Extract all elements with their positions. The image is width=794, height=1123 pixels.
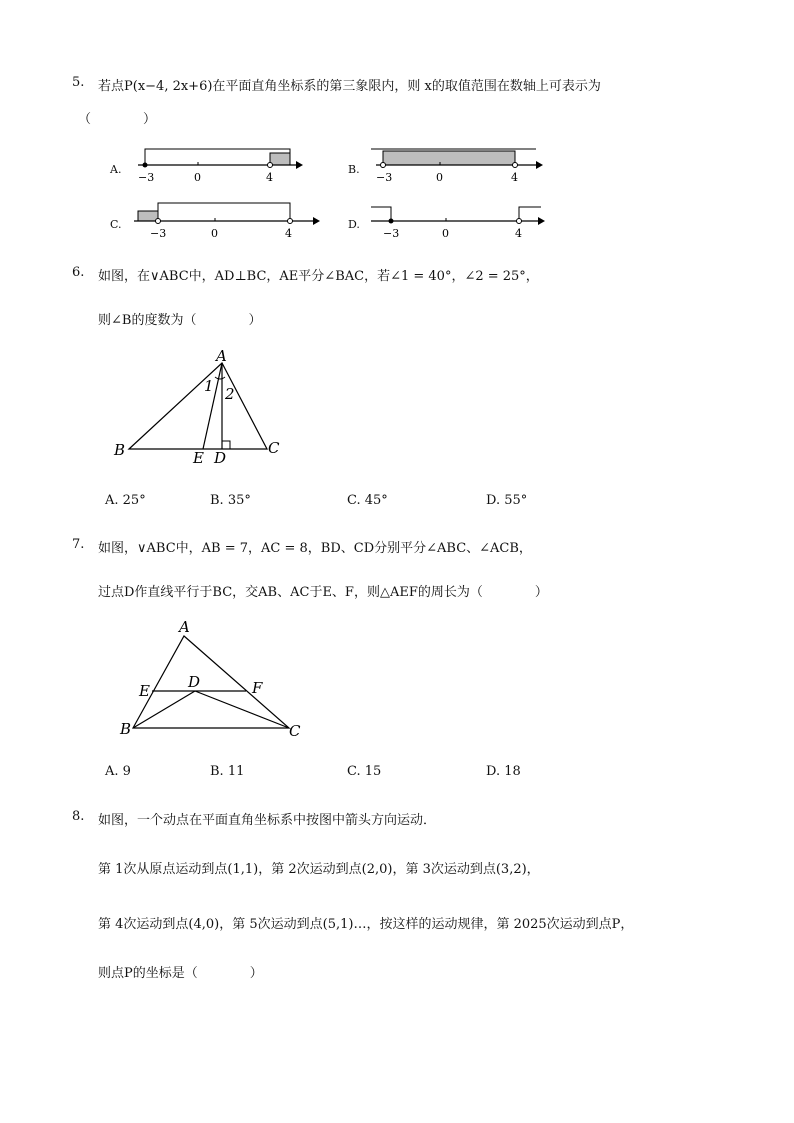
q6-line2: 则∠B的度数为（ ）	[98, 313, 262, 328]
q6-option-b[interactable]: B. 35°	[210, 493, 251, 508]
label-angle1: 1	[204, 377, 214, 395]
q7-option-c[interactable]: C. 15	[347, 764, 382, 779]
label-b: B	[120, 720, 132, 738]
q7-number: 7.	[72, 537, 85, 552]
label-angle2: 2	[225, 385, 235, 403]
q7-triangle-figure	[112, 613, 312, 743]
q6-triangle-figure	[110, 343, 290, 468]
label-b: B	[114, 441, 126, 459]
label-d: D	[188, 673, 201, 691]
label-c: C	[289, 722, 301, 740]
label-f: F	[252, 679, 263, 697]
q6-number: 6.	[72, 265, 85, 280]
q6-line1: 如图，在∨ABC中，AD⊥BC，AE平分∠BAC，若∠1 = 40°，∠2 = 25°，	[98, 269, 539, 284]
q8-line3: 第 4次运动到点(4,0)，第 5次运动到点(5,1)…，按这样的运动规律，第 2025次运动到点P，	[98, 917, 634, 932]
q6-option-d[interactable]: D. 55°	[486, 493, 528, 508]
q6-option-c[interactable]: C. 45°	[347, 493, 388, 508]
q5-option-b-letter[interactable]: B.	[348, 163, 360, 176]
q7-line1: 如图，∨ABC中，AB = 7，AC = 8，BD、CD分别平分∠ABC、∠ACB，	[98, 541, 532, 556]
tick-neg3: −3	[138, 171, 155, 184]
tick-4: 4	[285, 227, 292, 240]
q7-option-d[interactable]: D. 18	[486, 764, 521, 779]
tick-0: 0	[194, 171, 201, 184]
tick-0: 0	[436, 171, 443, 184]
q5-text: 若点P(x−4, 2x+6)在平面直角坐标系的第三象限内，则 x的取值范围在数轴上可表示为	[98, 79, 601, 94]
q5-option-a-numberline[interactable]	[128, 140, 308, 185]
tick-4: 4	[511, 171, 518, 184]
q6-option-a[interactable]: A. 25°	[105, 493, 146, 508]
q5-option-d-letter[interactable]: D.	[348, 218, 360, 231]
q8-line1: 如图，一个动点在平面直角坐标系中按图中箭头方向运动．	[98, 813, 437, 828]
tick-neg3: −3	[376, 171, 393, 184]
q7-option-a[interactable]: A. 9	[105, 764, 131, 779]
label-e: E	[193, 449, 204, 467]
label-a: A	[179, 618, 190, 636]
q7-line2: 过点D作直线平行于BC，交AB、AC于E、F，则△AEF的周长为（ ）	[98, 585, 548, 600]
q5-answer-paren: （ ）	[78, 112, 157, 127]
q5-option-b-numberline[interactable]	[366, 140, 546, 185]
tick-0: 0	[442, 227, 449, 240]
q5-option-c-letter[interactable]: C.	[110, 218, 122, 231]
q5-option-d-numberline[interactable]	[366, 196, 551, 241]
tick-0: 0	[211, 227, 218, 240]
q8-number: 8.	[72, 809, 85, 824]
q8-line4: 则点P的坐标是（ ）	[98, 966, 263, 981]
label-a: A	[216, 347, 227, 365]
q8-line2: 第 1次从原点运动到点(1,1)，第 2次运动到点(2,0)，第 3次运动到点(3,2)，	[98, 862, 540, 877]
q5-option-a-letter[interactable]: A.	[110, 163, 122, 176]
tick-neg3: −3	[383, 227, 400, 240]
label-c: C	[268, 439, 280, 457]
tick-neg3: −3	[150, 227, 167, 240]
q7-option-b[interactable]: B. 11	[210, 764, 245, 779]
label-d: D	[214, 449, 227, 467]
q5-option-c-numberline[interactable]	[128, 196, 323, 241]
tick-4: 4	[266, 171, 273, 184]
label-e: E	[139, 682, 150, 700]
tick-4: 4	[515, 227, 522, 240]
q5-number: 5.	[72, 75, 85, 90]
